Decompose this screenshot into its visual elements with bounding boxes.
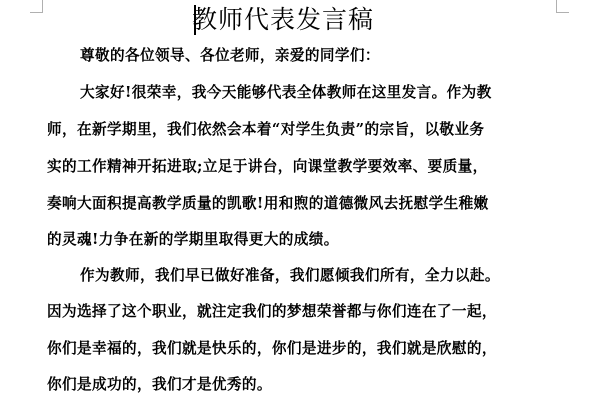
paragraph-line[interactable]: 你们是幸福的，我们就是快乐的，你们是进步的，我们就是欣慰的， [47, 340, 497, 357]
paragraph-line[interactable]: 因为选择了这个职业，就注定我们的梦想荣誉都与你们连在了一起， [47, 303, 497, 320]
salutation-line[interactable]: 尊敬的各位领导、各位老师，亲爱的同学们： [80, 47, 380, 64]
paragraph-line[interactable]: 奏响大面积提高教学质量的凯歌!用和煦的道德微风去抚慰学生稚嫩 [47, 195, 489, 212]
paragraph-line[interactable]: 大家好!很荣幸，我今天能够代表全体教师在这里发言。作为教 [80, 84, 492, 101]
paragraph-line[interactable]: 实的工作精神开拓进取;立足于讲台，向课堂教学要效率、要质量， [47, 158, 488, 175]
paragraph-line[interactable]: 你们是成功的，我们才是优秀的。 [47, 376, 272, 393]
margin-corner-mark-left [30, 0, 43, 13]
paragraph-line[interactable]: 的灵魂!力争在新的学期里取得更大的成绩。 [47, 231, 339, 248]
document-title[interactable]: 教师代表发言稿 [192, 5, 375, 34]
paragraph-line[interactable]: 师，在新学期里，我们依然会本着“对学生负责”的宗旨，以敬业务 [47, 121, 485, 138]
margin-corner-mark-right [556, 0, 569, 13]
paragraph-line[interactable]: 作为教师，我们早已做好准备，我们愿倾我们所有，全力以赴。 [80, 267, 500, 284]
